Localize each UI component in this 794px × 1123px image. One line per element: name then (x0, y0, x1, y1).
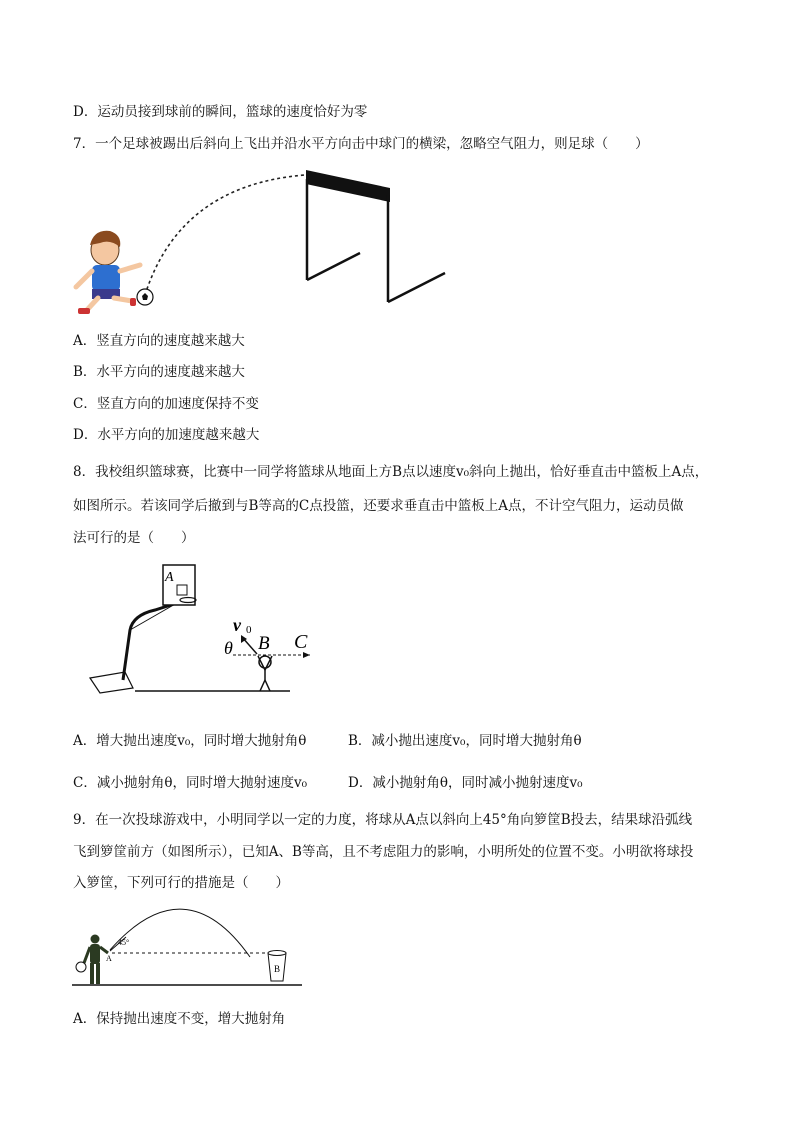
player-figure-icon (258, 656, 272, 691)
point-b-label: B (274, 964, 281, 974)
q8-option-c: C．减小抛射角θ，同时增大抛射速度v₀ (73, 775, 307, 791)
q8-figure (85, 560, 315, 700)
q9-option-a: A．保持抛出速度不变，增大抛射角 (73, 1011, 286, 1027)
q7-option-c: C．竖直方向的加速度保持不变 (73, 396, 259, 412)
q8-option-b: B．减小抛出速度v₀，同时增大抛射角θ (348, 733, 582, 749)
q7-option-a: A．竖直方向的速度越来越大 (73, 333, 245, 349)
hoop-pole (123, 603, 177, 680)
hoop-base (90, 672, 133, 693)
q9-stem-line2: 飞到箩筐前方（如图所示），已知A、B等高，且不考虑阻力的影响，小明所处的位置不变。小明欲将球投 (73, 844, 694, 860)
q7-option-b: B．水平方向的速度越来越大 (73, 364, 245, 380)
q8-stem-line2: 如图所示。若该同学后撤到与B等高的C点投篮，还要求垂直击中篮板上A点，不计空气阻力，运动员做 (73, 498, 684, 514)
goal-crossbar (306, 170, 390, 202)
v0-label: v (233, 615, 241, 635)
point-a-label: A (165, 570, 174, 585)
theta-label: θ (224, 638, 233, 658)
q6-option-d: D．运动员接到球前的瞬间，篮球的速度恰好为零 (73, 104, 368, 120)
q8-option-d: D．减小抛射角θ，同时减小抛射速度v₀ (348, 775, 583, 791)
angle-label: 45° (118, 938, 130, 947)
v0-subscript: 0 (246, 624, 252, 636)
ball-trajectory (145, 175, 305, 295)
point-b-label: B (258, 633, 270, 654)
ball-arc (110, 909, 250, 957)
point-a-label: A (106, 954, 112, 963)
boy-kicking-icon (76, 231, 140, 314)
point-c-label: C (294, 631, 308, 653)
q9-stem-line3: 入箩筐，下列可行的措施是（ ） (73, 875, 289, 891)
q9-stem-line1: 9．在一次投球游戏中，小明同学以一定的力度，将球从A点以斜向上45°角向箩筐B投去，结果球沿弧线 (73, 812, 693, 828)
soccer-ball-icon (137, 289, 153, 305)
q8-stem-line1: 8．我校组织篮球赛，比赛中一同学将篮球从地面上方B点以速度v₀斜向上抛出，恰好垂直击中篮板上A点， (73, 464, 709, 480)
q9-figure (70, 895, 305, 995)
person-silhouette-icon (76, 935, 108, 985)
q8-option-a: A．增大抛出速度v₀，同时增大抛射角θ (73, 733, 307, 749)
q7-option-d: D．水平方向的加速度越来越大 (73, 427, 260, 443)
q7-stem: 7．一个足球被踢出后斜向上飞出并沿水平方向击中球门的横梁，忽略空气阻力，则足球（ ） (73, 136, 649, 152)
q7-figure (70, 165, 460, 315)
q8-stem-line3: 法可行的是（ ） (73, 530, 195, 546)
